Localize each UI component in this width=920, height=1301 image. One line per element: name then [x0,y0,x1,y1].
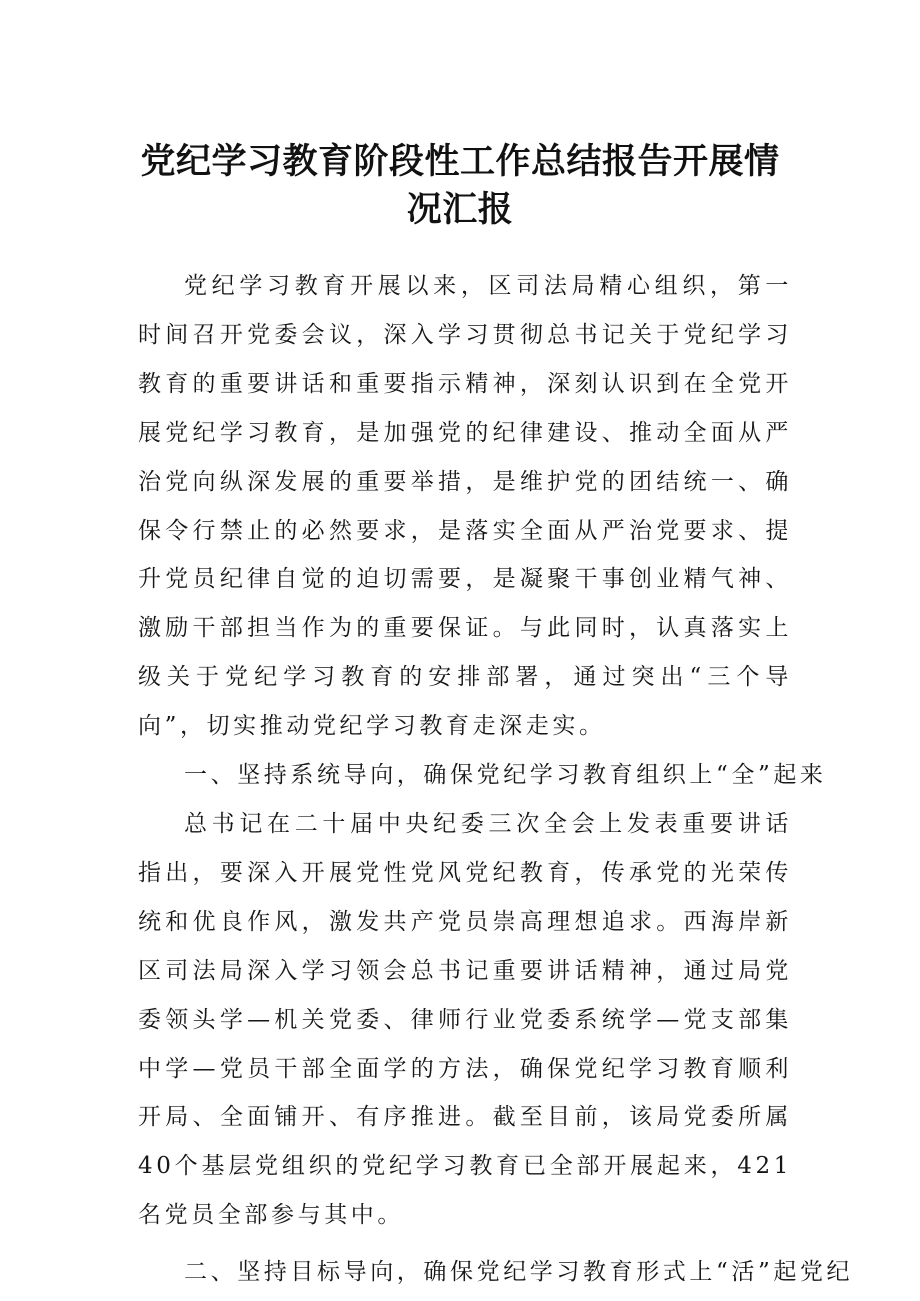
section-1-paragraph: 总书记在二十届中央纪委三次全会上发表重要讲话指出，要深入开展党性党风党纪教育，传承党的光荣传统和优良作风，激发共产党员崇高理想追求。西海岸新区司法局深入学习领会总书记重要讲话精神，通过局党委领头学—机关党委、律师行业党委系统学—党支部集中学—党员干部全面学的方法，确保党纪学习教育顺利开局、全面铺开、有序推进。截至目前，该局党委所属40个基层党组织的党纪学习教育已全部开展起来，421名党员全部参与其中。 [138,810,792,1229]
section-heading-1: 一、坚持系统导向，确保党纪学习教育组织上“全”起来 [184,762,827,789]
document-body [138,262,854,1297]
paragraph-spacer [138,1240,792,1248]
document-title: 党纪学习教育阶段性工作总结报告开展情况汇报 [140,142,780,230]
intro-paragraph: 党纪学习教育开展以来，区司法局精心组织，第一时间召开党委会议，深入学习贯彻总书记关于党纪学习教育的重要讲话和重要指示精神，深刻认识到在全党开展党纪学习教育，是加强党的纪律建设、推动全面从严治党向纵深发展的重要举措，是维护党的团结统一、确保令行禁止的必然要求，是落实全面从严治党要求、提升党员纪律自觉的迫切需要，是凝聚干事创业精气神、激励干部担当作为的重要保证。与此同时，认真落实上级关于党纪学习教育的安排部署，通过突出“三个导向”，切实推动党纪学习教育走深走实。 [138,273,792,740]
section-heading-2: 二、坚持目标导向，确保党纪学习教育形式上“活”起党纪 [184,1259,854,1286]
